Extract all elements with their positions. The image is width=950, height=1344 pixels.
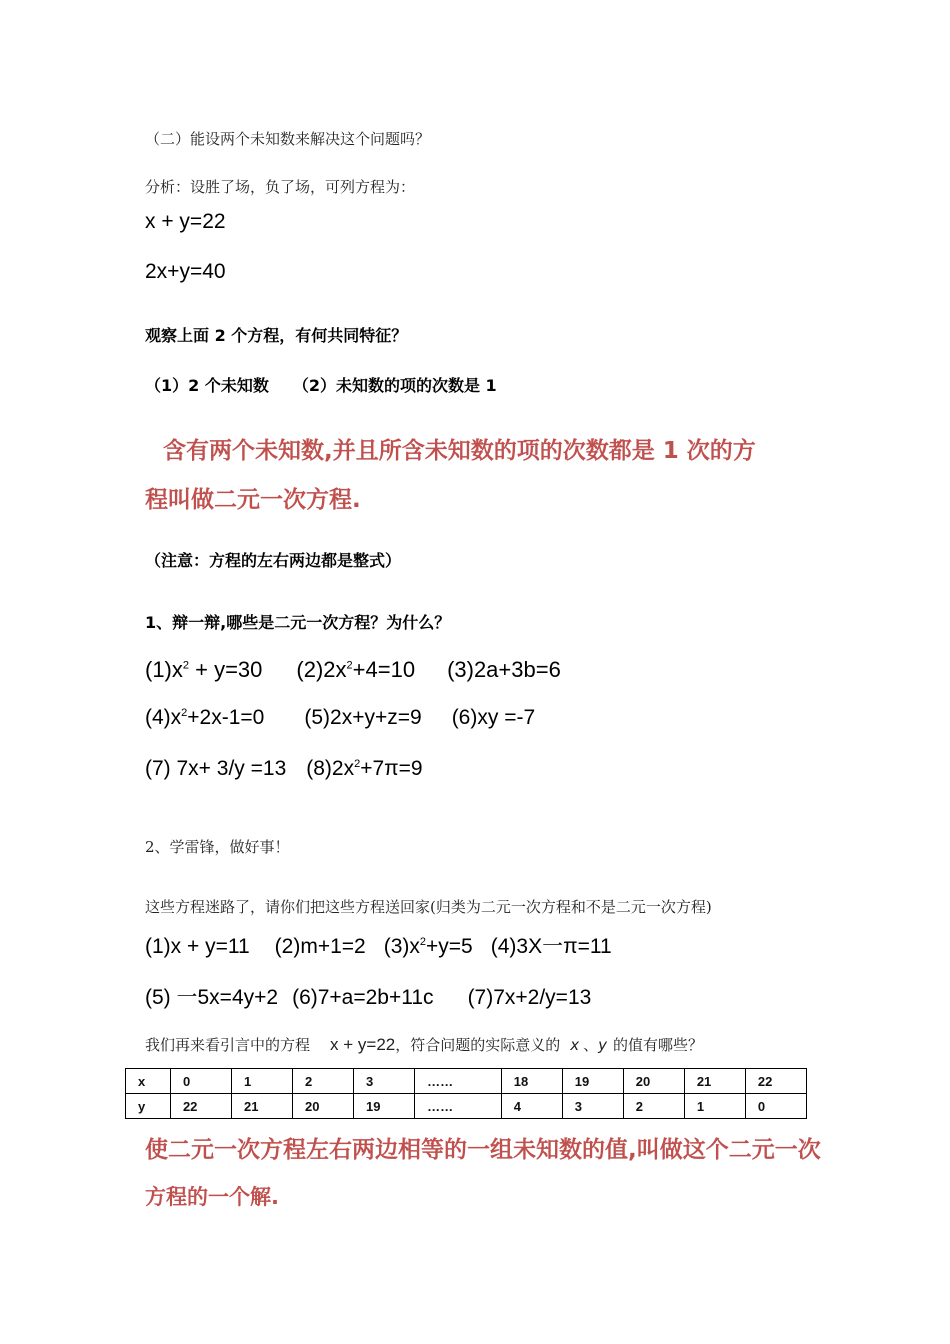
table-cell: 20 xyxy=(623,1069,684,1094)
ex2-item-2: (2)m+1=2 xyxy=(274,935,366,958)
ex2-item-5: (5) 一5x=4y+2 xyxy=(145,986,279,1009)
exercise-1-title: 1、辩一辩,哪些是二元一次方程？为什么？ xyxy=(145,613,451,632)
exercise-2-row-1 xyxy=(145,930,612,960)
definition-line-1: 含有两个未知数,并且所含未知数的项的次数都是 1 次的方 xyxy=(163,438,756,464)
table-cell: 21 xyxy=(684,1069,745,1094)
revisit-text-b: ，符合问题的实际意义的 xyxy=(395,1036,561,1054)
observe-question: 观察上面 2 个方程，有何共同特征？ xyxy=(145,326,408,345)
table-cell: 1 xyxy=(684,1094,745,1119)
table-cell: 19 xyxy=(354,1094,415,1119)
ex1-item-4: $(4)x^2+2x-1=0$ xyxy=(145,706,265,729)
ex1-item-2: $(2)2x^2+4=10$ xyxy=(296,657,416,682)
ex1-item-5: (5)2x+y+z=9 xyxy=(304,706,422,729)
revisit-var-y: y xyxy=(598,1036,608,1054)
table-cell: …… xyxy=(415,1069,502,1094)
ex1-item-3: (3)2a+3b=6 xyxy=(447,657,561,682)
table-cell: 19 xyxy=(562,1069,623,1094)
table-cell: 1 xyxy=(231,1069,292,1094)
ex1-item-8: $(8)2x^2+7\pi=9$ xyxy=(306,757,423,780)
table-cell: x xyxy=(126,1069,171,1094)
table-row-y xyxy=(126,1094,807,1119)
revisit-text-c: 的值有哪些？ xyxy=(613,1036,704,1054)
analysis-text: 分析：设胜了场，负了场，可列方程为： xyxy=(145,178,416,196)
ex2-item-6: (6)7+a=2b+11c xyxy=(292,986,434,1009)
ex2-item-4: (4)3X一π=11 xyxy=(490,935,612,958)
table-cell: 3 xyxy=(354,1069,415,1094)
solution-definition-line-2: 方程的一个解. xyxy=(145,1185,279,1209)
table-cell: …… xyxy=(415,1094,502,1119)
exercise-2-row-2 xyxy=(145,981,591,1011)
section-heading: （二）能设两个未知数来解决这个问题吗？ xyxy=(145,130,431,148)
feature-2: （2）未知数的项的次数是 1 xyxy=(292,376,497,395)
feature-1: （1）2 个未知数 xyxy=(145,376,269,395)
table-cell: 4 xyxy=(501,1094,562,1119)
exercise-2-prompt: 这些方程迷路了，请你们把这些方程送回家(归类为二元一次方程和不是二元一次方程) xyxy=(145,898,712,916)
table-cell: 2 xyxy=(293,1069,354,1094)
table-cell: 3 xyxy=(562,1094,623,1119)
table-cell: 18 xyxy=(501,1069,562,1094)
exercise-1-row-3 xyxy=(145,757,423,781)
ex1-item-6: (6)xy =-7 xyxy=(451,706,536,729)
table-row-x xyxy=(126,1069,807,1094)
revisit-var-x: x xyxy=(570,1036,580,1054)
table-cell: 22 xyxy=(745,1069,806,1094)
features-line xyxy=(145,373,497,396)
ex2-item-7: (7)7x+2/y=13 xyxy=(467,986,592,1009)
revisit-line xyxy=(145,1034,703,1055)
table-cell: 0 xyxy=(170,1069,231,1094)
revisit-sep: 、 xyxy=(583,1036,599,1054)
note: （注意：方程的左右两边都是整式） xyxy=(145,551,402,570)
equation-2: 2x+y=40 xyxy=(145,260,226,283)
ex2-item-1: (1)x + y=11 xyxy=(145,935,250,958)
revisit-equation: x + y=22 xyxy=(330,1035,396,1054)
table-cell: 0 xyxy=(745,1094,806,1119)
table-cell: 22 xyxy=(170,1094,231,1119)
equation-1: x + y=22 xyxy=(145,210,226,233)
table-cell: 2 xyxy=(623,1094,684,1119)
exercise-1-row-1 xyxy=(145,657,561,683)
revisit-text-a: 我们再来看引言中的方程 xyxy=(145,1036,311,1054)
solution-definition-line-1: 使二元一次方程左右两边相等的一组未知数的值,叫做这个二元一次 xyxy=(145,1137,821,1163)
ex2-item-3: $(3)x^2+y=5$ xyxy=(383,935,473,958)
table-cell: 21 xyxy=(231,1094,292,1119)
ex1-item-1: $(1)x^2 + y=30$ xyxy=(145,657,263,682)
table-cell: y xyxy=(126,1094,171,1119)
exercise-1-row-2 xyxy=(145,706,535,730)
ex1-item-7: (7) 7x+ 3/y =13 xyxy=(145,757,287,780)
values-table xyxy=(125,1068,807,1119)
exercise-2-title: 2、学雷锋，做好事！ xyxy=(145,838,290,856)
definition-line-2: 程叫做二元一次方程. xyxy=(145,487,361,513)
table-cell: 20 xyxy=(293,1094,354,1119)
